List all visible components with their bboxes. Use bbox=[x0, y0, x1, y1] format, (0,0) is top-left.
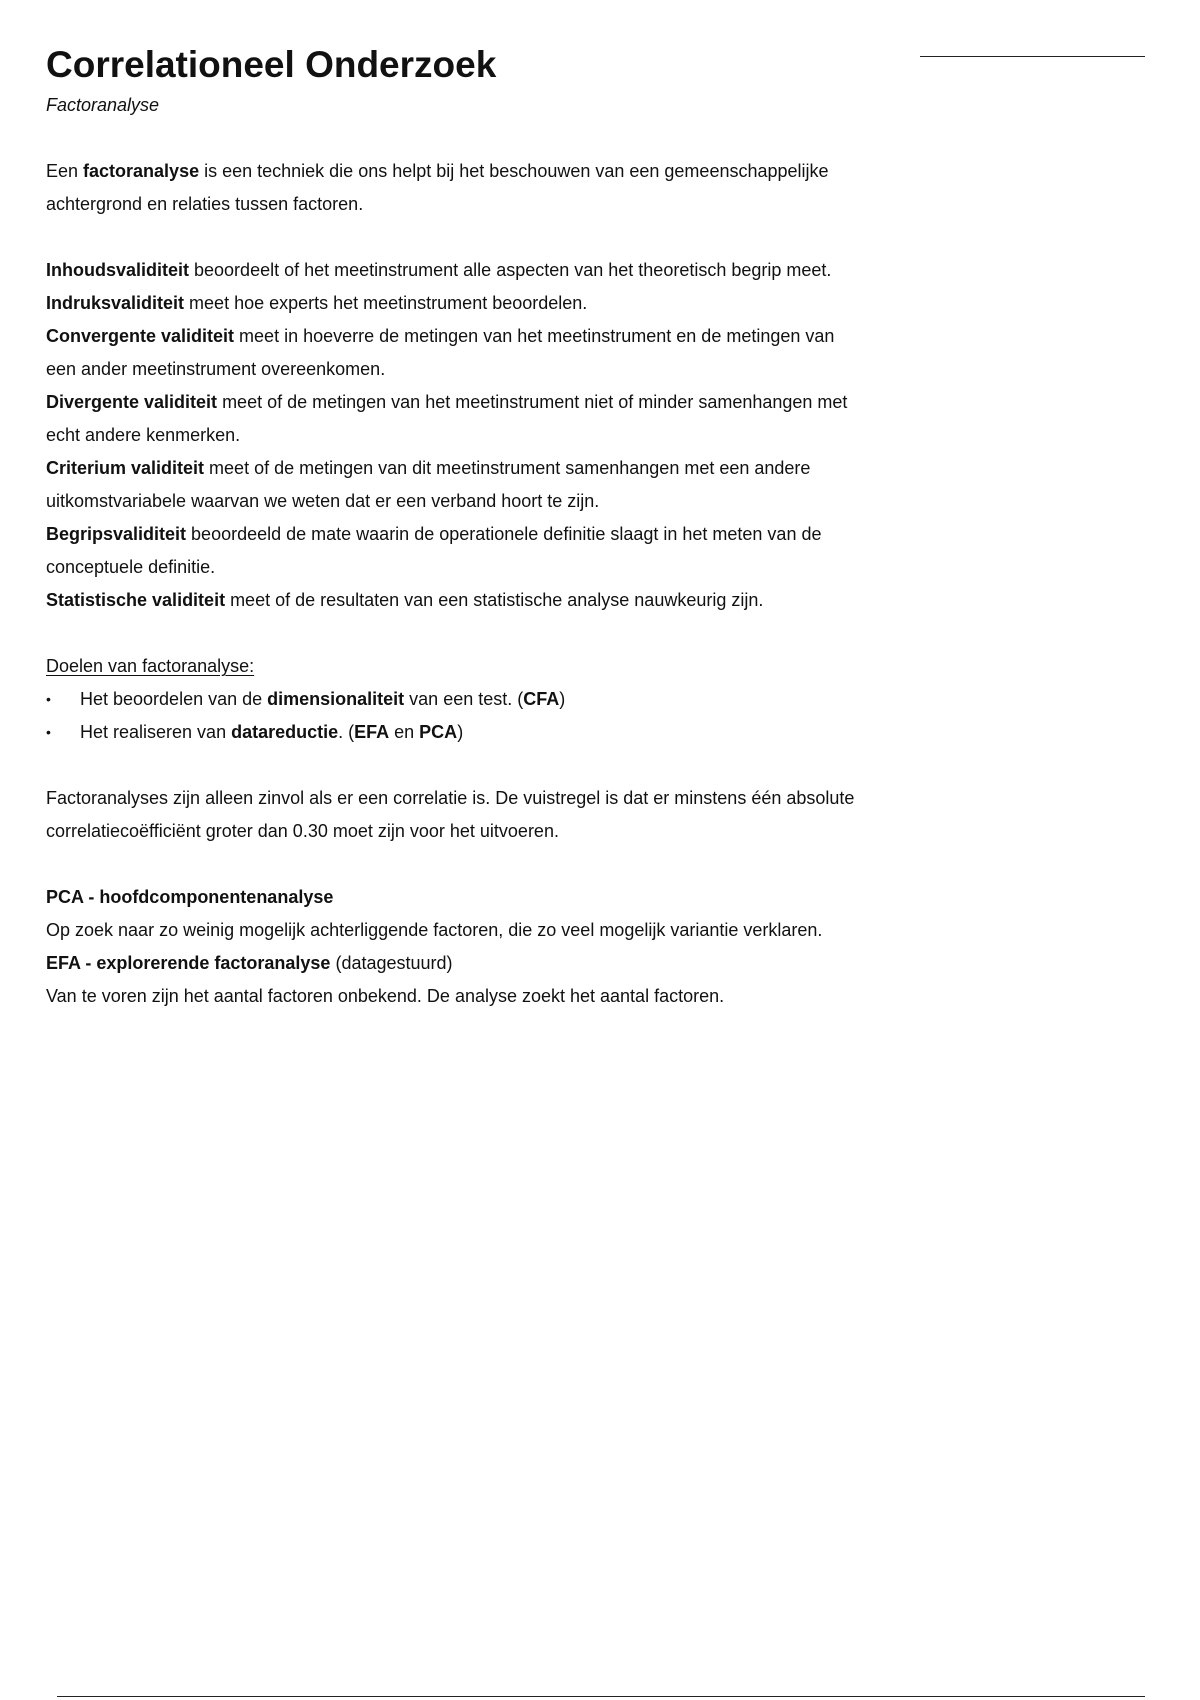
spacer bbox=[46, 617, 866, 650]
bullet-icon: • bbox=[46, 691, 51, 707]
validity-text: beoordeelt of het meetinstrument alle aspecten van het theoretisch begrip meet. bbox=[189, 260, 832, 280]
goal-bold: PCA bbox=[419, 722, 458, 742]
validity-term: Indruksvaliditeit bbox=[46, 293, 185, 313]
validity-item bbox=[46, 254, 866, 287]
spacer bbox=[46, 221, 866, 254]
goal-text: van een test. ( bbox=[404, 689, 524, 709]
validity-list bbox=[46, 254, 866, 617]
efa-note: (datagestuurd) bbox=[330, 953, 453, 973]
bullet-icon: • bbox=[46, 724, 51, 740]
validity-term: Begripsvaliditeit bbox=[46, 524, 187, 544]
validity-item bbox=[46, 386, 866, 452]
goal-text: ) bbox=[457, 722, 464, 742]
efa-heading-text: EFA - explorerende factoranalyse bbox=[46, 953, 331, 973]
spacer bbox=[46, 749, 866, 782]
validity-text: meet of de resultaten van een statistische analyse nauwkeurig zijn. bbox=[225, 590, 764, 610]
validity-item bbox=[46, 320, 866, 386]
goal-text: Het realiseren van bbox=[80, 722, 232, 742]
document-body bbox=[46, 155, 866, 1013]
validity-term: Statistische validiteit bbox=[46, 590, 226, 610]
intro-text: is een techniek die ons helpt bij het beschouwen van een gemeenschappelijke achtergrond en relaties tussen factoren. bbox=[46, 161, 829, 214]
goals-heading: Doelen van factoranalyse: bbox=[46, 656, 255, 676]
intro-prefix: Een bbox=[46, 161, 84, 181]
validity-item bbox=[46, 287, 866, 320]
intro-paragraph bbox=[46, 155, 866, 221]
goals-list bbox=[46, 683, 866, 749]
validity-item bbox=[46, 452, 866, 518]
validity-text: beoordeeld de mate waarin de operationele definitie slaagt in het meten van de conceptuele definitie. bbox=[46, 524, 822, 577]
efa-heading bbox=[46, 947, 866, 980]
validity-text: meet in hoeverre de metingen van het meetinstrument en de metingen van een ander meetinstrument overeenkomen. bbox=[46, 326, 835, 379]
validity-text: meet of de metingen van dit meetinstrument samenhangen met een andere uitkomstvariabele waarvan we weten dat er een verband hoort te zijn. bbox=[46, 458, 811, 511]
pca-heading-text: PCA - hoofdcomponentenanalyse bbox=[46, 887, 334, 907]
goal-text: en bbox=[389, 722, 420, 742]
goal-text: Het beoordelen van de bbox=[80, 689, 268, 709]
validity-term: Criterium validiteit bbox=[46, 458, 205, 478]
pca-heading bbox=[46, 881, 866, 914]
validity-term: Divergente validiteit bbox=[46, 392, 218, 412]
validity-term: Inhoudsvaliditeit bbox=[46, 260, 190, 280]
goal-text: . ( bbox=[338, 722, 355, 742]
list-item bbox=[46, 716, 866, 749]
goal-text: ) bbox=[559, 689, 566, 709]
page-title: Correlationeel Onderzoek bbox=[46, 44, 497, 85]
list-item bbox=[46, 683, 866, 716]
correlation-note: Factoranalyses zijn alleen zinvol als er een correlatie is. De vuistregel is dat er minstens één absolute correlatiecoëfficiënt groter dan 0.30 moet zijn voor het uitvoeren. bbox=[46, 788, 855, 841]
validity-text: meet of de metingen van het meetinstrument niet of minder samenhangen met echt andere kenmerken. bbox=[46, 392, 848, 445]
validity-item bbox=[46, 584, 866, 617]
footer-rule bbox=[57, 1696, 1145, 1697]
goal-bold: EFA bbox=[354, 722, 390, 742]
spacer bbox=[46, 848, 866, 881]
efa-text: Van te voren zijn het aantal factoren onbekend. De analyse zoekt het aantal factoren. bbox=[46, 986, 725, 1006]
validity-term: Convergente validiteit bbox=[46, 326, 235, 346]
goal-bold: CFA bbox=[523, 689, 560, 709]
header-rule bbox=[920, 56, 1145, 57]
intro-term: factoranalyse bbox=[83, 161, 200, 181]
validity-text: meet hoe experts het meetinstrument beoordelen. bbox=[184, 293, 588, 313]
page-subtitle: Factoranalyse bbox=[46, 95, 160, 115]
validity-item bbox=[46, 518, 866, 584]
goal-bold: datareductie bbox=[231, 722, 339, 742]
pca-text: Op zoek naar zo weinig mogelijk achterliggende factoren, die zo veel mogelijk variantie verklaren. bbox=[46, 920, 823, 940]
goal-bold: dimensionaliteit bbox=[267, 689, 405, 709]
